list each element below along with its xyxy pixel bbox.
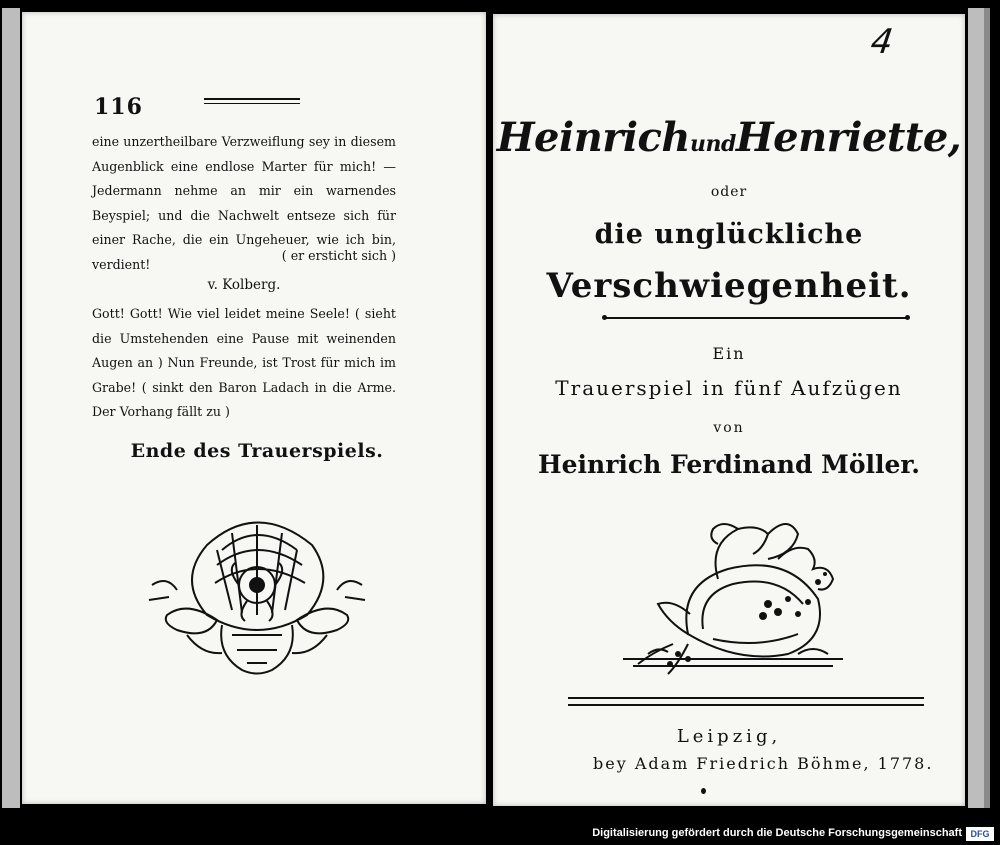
kolberg-speech-text: Gott! Gott! Wie viel leidet meine Seele! ( sieht die Umstehenden eine Pause mit weinenden Augen an ) Nun Freunde, ist Trost für mich im Grabe! ( sinkt den Baron Ladach in die Arme. Der Vorhang fällt zu ) bbox=[92, 306, 396, 419]
left-book-edge bbox=[2, 8, 20, 808]
handwritten-folio-number: 4 bbox=[868, 22, 896, 62]
title-subtitle-line2: Verschwiegenheit. bbox=[546, 266, 912, 306]
stage-direction: ( er ersticht sich ) bbox=[281, 248, 396, 263]
genre-line: Trauerspiel in fünf Aufzügen bbox=[555, 376, 903, 400]
title-henriette: Henriette, bbox=[735, 114, 962, 161]
imprint-city: Leipzig, bbox=[676, 726, 782, 747]
imprint-publisher-line: bey Adam Friedrich Böhme, 1778. bbox=[593, 754, 934, 773]
title-rule bbox=[605, 317, 907, 319]
shell-ornament-vignette bbox=[147, 505, 367, 680]
title-heinrich: Heinrich bbox=[496, 114, 690, 161]
genre-von: von bbox=[713, 420, 745, 436]
closing-speech-text: eine unzertheilbare Verzweiflung sey in diesem Augenblick eine endlose Marter für mich! — Jedermann nehme an mir ein warnendes Beyspiel; und die Nachwelt entseze sich für einer Rache, die ein Ungeheuer, wie ich bin, verdient! bbox=[92, 134, 396, 272]
right-book-edge-shadow bbox=[984, 8, 990, 808]
title-und: und bbox=[689, 131, 736, 157]
right-book-edge bbox=[968, 8, 984, 808]
title-main bbox=[493, 114, 965, 161]
title-oder: oder bbox=[710, 184, 748, 200]
end-of-play-heading: Ende des Trauerspiels. bbox=[130, 440, 384, 462]
footer-credit-text: Digitalisierung gefördert durch die Deutsche Forschungsgemeinschaft bbox=[592, 827, 962, 839]
header-rule bbox=[204, 98, 300, 104]
genre-ein: Ein bbox=[712, 344, 746, 363]
cornucopia-ornament-vignette bbox=[618, 504, 848, 679]
left-page bbox=[22, 12, 486, 804]
dfg-logo: DFG bbox=[966, 827, 994, 841]
page-number: 116 bbox=[94, 94, 143, 120]
speaker-name: v. Kolberg. bbox=[207, 277, 281, 293]
author-name: Heinrich Ferdinand Möller. bbox=[538, 450, 920, 479]
right-page bbox=[493, 14, 965, 806]
title-subtitle-line1: die unglückliche bbox=[594, 219, 864, 250]
footer-banner bbox=[0, 824, 1000, 845]
ink-mark bbox=[701, 788, 706, 794]
imprint-double-rule bbox=[568, 697, 924, 706]
